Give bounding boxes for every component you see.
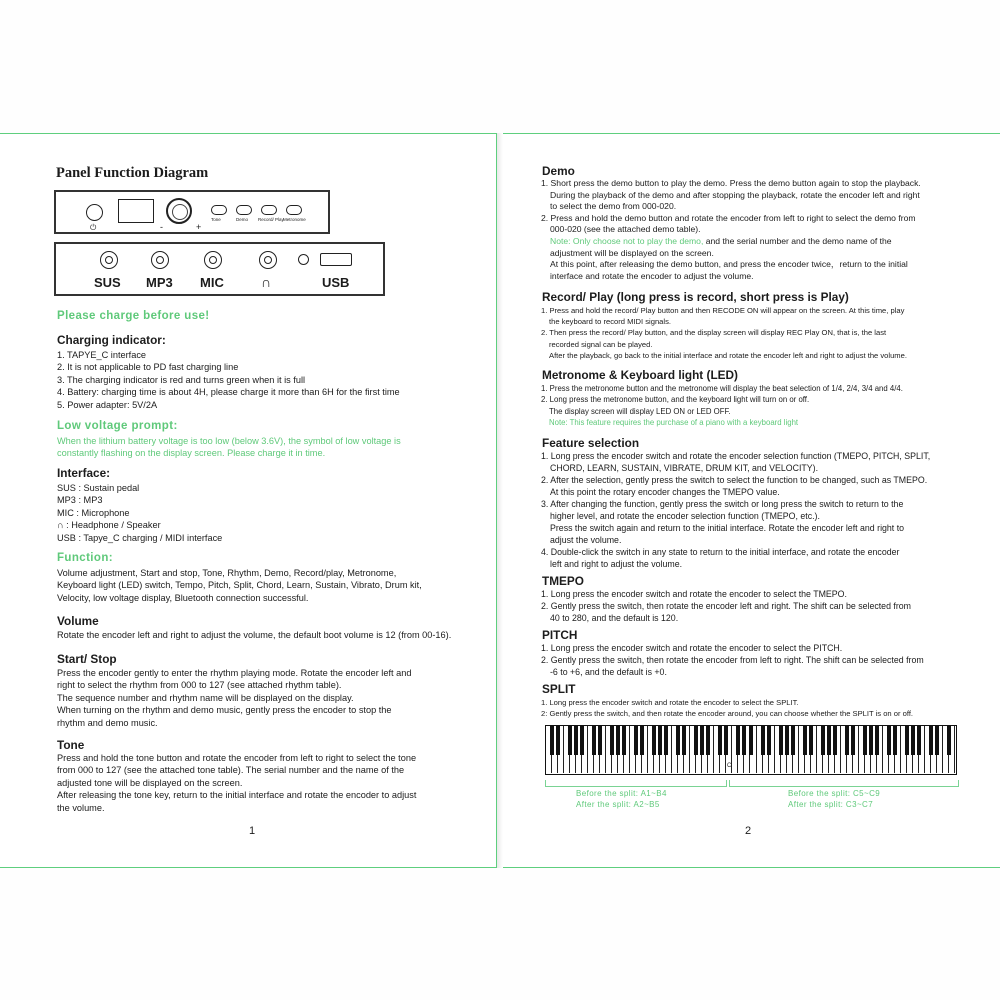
plus-icon: + [196, 222, 202, 232]
black-key [634, 726, 638, 755]
volume-text: Rotate the encoder left and right to adjust the volume, the default boot volume is 12 (from 00-16). [57, 630, 452, 640]
record-play-button [261, 205, 277, 215]
black-key [556, 726, 560, 755]
metronome-text: 1. Press the metronome button and the metronome will display the beat selection of 1/4, 2/4, 3/4 and 4/4. 2. Long press the metronome button, and the keyboard light will turn on or off. The display screen will display LED ON or LED OFF. Note: This feature requires the purchase of a piano with a keyboard light [541, 384, 903, 428]
black-key [622, 726, 626, 755]
black-key [658, 726, 662, 755]
interface-heading: Interface: [57, 466, 111, 480]
start-stop-text: Press the encoder gently to enter the rhythm playing mode. Rotate the encoder left and right to select the rhythm from 000 to 127 (see attached rhythm table). The sequence number and rhythm name will be displayed on the display. When turning on the rhythm and demo music, gently press the encoder to stop the rhythm and demo music. [57, 668, 412, 728]
black-key [821, 726, 825, 755]
split-right-range: Before the split: C5~C9 After the split: C3~C7 [788, 789, 881, 809]
black-key [887, 726, 891, 755]
piano-keyboard [545, 725, 957, 775]
black-key [568, 726, 572, 755]
black-key [785, 726, 789, 755]
control-panel-bottom [54, 242, 385, 296]
metronome-heading: Metronome & Keyboard light (LED) [542, 368, 738, 382]
list-item: MP3 : MP3 [57, 495, 103, 506]
record-heading: Record/ Play (long press is record, short press is Play) [542, 290, 849, 304]
black-key [724, 726, 728, 755]
black-key [736, 726, 740, 755]
black-key [869, 726, 873, 755]
pitch-text: 1. Long press the encoder switch and rotate the encoder to select the PITCH. 2. Gently press the switch, then rotate the encoder from left to right. The shift can be selected from -6 to +6, and the default is +0. [541, 643, 924, 677]
black-key [706, 726, 710, 755]
black-key [833, 726, 837, 755]
split-left-range: Before the split: A1~B4 After the split: A2~B5 [576, 789, 667, 809]
interface-list [57, 482, 222, 544]
tmepo-heading: TMEPO [542, 574, 584, 588]
mp3-jack [151, 251, 169, 269]
black-key [893, 726, 897, 755]
low-voltage-heading: Low voltage prompt: [57, 420, 178, 432]
tmepo-text: 1. Long press the encoder switch and rotate the encoder to select the TMEPO. 2. Gently press the switch, then rotate the encoder left and right. The shift can be selected from 40 to 280, and the default is 120. [541, 589, 911, 623]
black-key [550, 726, 554, 755]
charging-list [57, 349, 400, 411]
keyboard-split-marker: C [727, 763, 732, 769]
black-key [947, 726, 951, 755]
headphone-icon: ∩ [261, 274, 272, 290]
minus-icon: - [160, 222, 163, 232]
charging-heading: Charging indicator: [57, 333, 166, 347]
black-key [827, 726, 831, 755]
black-key [761, 726, 765, 755]
black-key [935, 726, 939, 755]
black-key [616, 726, 620, 755]
headphone-jack [259, 251, 277, 269]
demo-text: 1. Short press the demo button to play the demo. Press the demo button again to stop the playback. During the playback of the demo and after stopping the playback, rotate the encoder left and right to select the demo from 000-020. 2. Press and hold the demo button and rotate the encoder from left to right to select the demo from 000-020 (see the attached demo table). Note: Only choose not to play the demo, and the serial number and the demo name of the adjustment will be displayed on the screen. At this point, after releasing the demo button, and press the encoder twice，return to the initial interface and rotate the encoder to adjust the volume. [541, 178, 921, 281]
black-key [749, 726, 753, 755]
function-text: Volume adjustment, Start and stop, Tone, Rhythm, Demo, Record/play, Metronome, Keyboard light (LED) switch, Tempo, Pitch, Split, Chord, Learn, Sustain, Vibrato, Drum kit, Velocity, low voltage display, Bluetooth connection successful. [57, 568, 422, 603]
black-key [845, 726, 849, 755]
sus-jack [100, 251, 118, 269]
split-brace-left [545, 780, 727, 787]
feature-heading: Feature selection [542, 436, 640, 450]
rotary-encoder [166, 198, 192, 224]
list-item: ∩ : Headphone / Speaker [57, 520, 161, 531]
black-key [767, 726, 771, 755]
black-key [652, 726, 656, 755]
black-key [664, 726, 668, 755]
label-demo: Demo [236, 217, 249, 222]
mic-jack [204, 251, 222, 269]
power-button [86, 204, 103, 221]
black-key [929, 726, 933, 755]
label-mic: MIC [200, 275, 224, 290]
split-brace-right [729, 780, 959, 787]
record-text: 1. Press and hold the record/ Play button and then RECODE ON will appear on the screen. At this time, play the keyboard to record MIDI signals. 2. Then press the record/ Play button, and the display screen will display REC Play ON, that is, the last recorded signal can be played. After the playback, go back to the initial interface and rotate the encoder left and right to adjust the volume. [541, 306, 907, 360]
label-sus: SUS [94, 275, 121, 290]
black-key [791, 726, 795, 755]
black-key [905, 726, 909, 755]
metronome-button [286, 205, 302, 215]
black-key [700, 726, 704, 755]
demo-note: Note: Only choose not to play the demo, [550, 235, 704, 246]
tone-button [211, 205, 227, 215]
black-key [682, 726, 686, 755]
pitch-heading: PITCH [542, 628, 578, 642]
power-icon: ⏻ [90, 223, 97, 232]
tone-text: Press and hold the tone button and rotate the encoder from left to right to select the tone from 000 to 127 (see the attached tone table). The serial number and the name of the adjusted tone will be displayed on the screen. After releasing the tone key, return to the initial interface and rotate the encoder to adjust the volume. [57, 753, 417, 813]
split-heading: SPLIT [542, 682, 576, 696]
lcd-display [118, 199, 154, 223]
list-item: 4. Battery: charging time is about 4H, please charge it more than 6H for the first time [57, 387, 400, 398]
function-heading: Function: [57, 552, 113, 564]
black-key [809, 726, 813, 755]
black-key [911, 726, 915, 755]
list-item: SUS : Sustain pedal [57, 483, 140, 493]
list-item: USB : Tapye_C charging / MIDI interface [57, 532, 223, 543]
demo-heading: Demo [542, 164, 575, 178]
page-gutter [497, 133, 503, 868]
page-number-2: 2 [745, 825, 752, 837]
black-key [598, 726, 602, 755]
black-key [875, 726, 879, 755]
label-usb: USB [322, 275, 350, 290]
list-item: 3. The charging indicator is red and turns green when it is full [57, 374, 306, 385]
list-item: 1. TAPYE_C interface [57, 350, 147, 360]
black-key [863, 726, 867, 755]
black-key [592, 726, 596, 755]
black-key [694, 726, 698, 755]
usb-port [320, 253, 352, 266]
black-key [803, 726, 807, 755]
split-text: 1. Long press the encoder switch and rotate the encoder to select the SPLIT. 2: Gently press the switch, and then rotate the encoder around, you can choose whether the SPLIT is on or off. [541, 698, 914, 719]
start-stop-heading: Start/ Stop [57, 652, 117, 666]
black-key [574, 726, 578, 755]
black-key [742, 726, 746, 755]
low-voltage-text: When the lithium battery voltage is too low (below 3.6V), the symbol of low voltage is constantly flashing on the display screen. Please charge it in time. [57, 436, 401, 459]
volume-heading: Volume [57, 614, 99, 628]
page-number-1: 1 [249, 825, 256, 837]
black-key [851, 726, 855, 755]
label-tone: Tone [211, 217, 221, 222]
metronome-note: Note: This feature requires the purchase of a piano with a keyboard light [549, 418, 799, 428]
panel-diagram-title: Panel Function Diagram [56, 165, 209, 181]
black-key [676, 726, 680, 755]
charging-led [298, 254, 309, 265]
label-metronome: Metronome [283, 217, 306, 222]
black-key [917, 726, 921, 755]
black-key [779, 726, 783, 755]
black-key [640, 726, 644, 755]
black-key [610, 726, 614, 755]
black-key [580, 726, 584, 755]
black-key [718, 726, 722, 755]
list-item: 2. It is not applicable to PD fast charging line [57, 362, 239, 373]
control-panel-top [54, 190, 330, 234]
please-charge-notice: Please charge before use! [57, 310, 210, 322]
list-item: 5. Power adapter: 5V/2A [57, 399, 158, 410]
list-item: MIC : Microphone [57, 507, 130, 518]
tone-heading: Tone [57, 738, 85, 752]
label-mp3: MP3 [146, 275, 173, 290]
demo-button [236, 205, 252, 215]
label-record-play: Record/ Play [258, 217, 284, 222]
feature-text: 1. Long press the encoder switch and rotate the encoder selection function (TMEPO, PITCH, SPLIT, CHORD, LEARN, SUSTAIN, VIBRATE, DRUM KIT, and VELOCITY). 2. After the selection, gently press the switch to select the function to be changed, such as TMEPO. At this point the rotary encoder changes the TMEPO value. 3. After changing the function, gently press the switch or long press the switch to return to the higher level, and rotate the encoder selection function (TMEPO, etc.). Press the switch again and return to the initial interface. Rotate the encoder left and right to adjust the volume. 4. Double-click the switch in any state to return to the initial interface, and rotate the encoder left and right to adjust the volume. [541, 451, 931, 569]
